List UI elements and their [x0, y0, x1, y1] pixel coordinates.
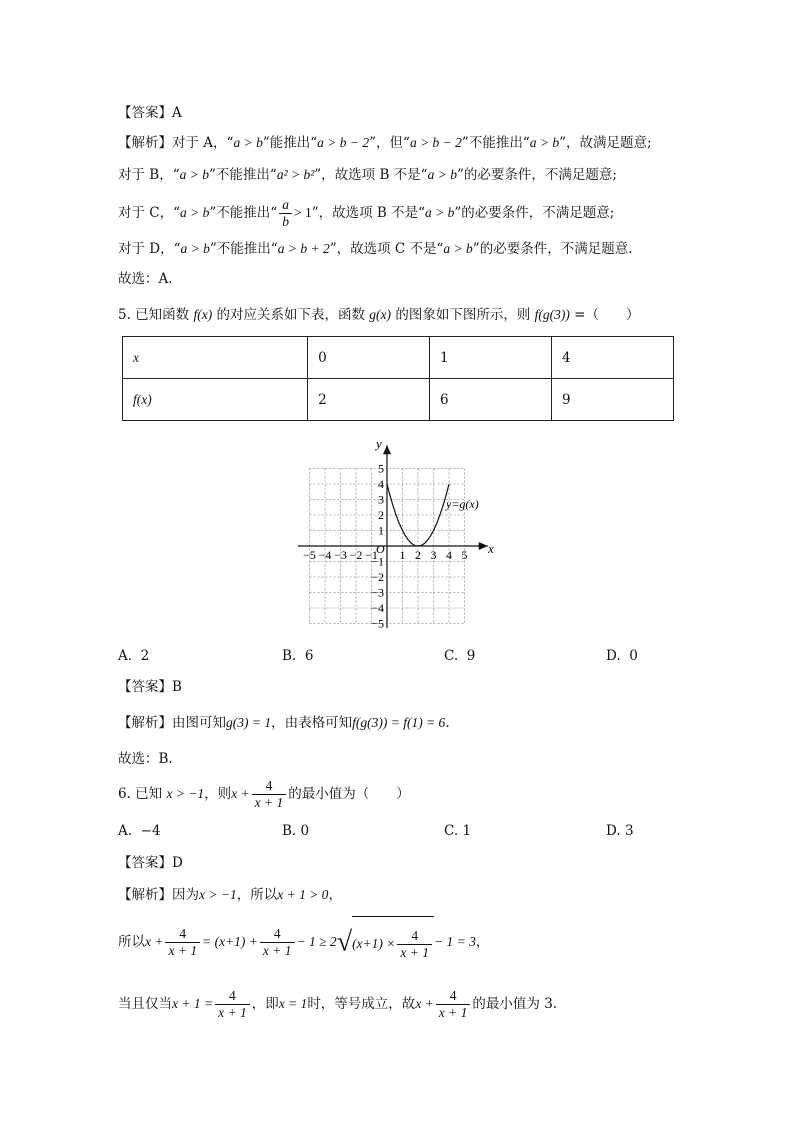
text: ”不能推出“ [461, 135, 530, 151]
axes [298, 445, 488, 628]
q5-option-a[interactable] [118, 647, 149, 665]
text: ”能推出“ [262, 135, 318, 151]
x-tick-label: −1 [365, 548, 378, 562]
option-label: A. [118, 648, 133, 664]
math: (x+1) × [352, 936, 396, 951]
q4-analysis-line3 [118, 196, 614, 230]
text: 由图可知 [172, 715, 226, 731]
text: ， [328, 887, 342, 903]
math: f(x) [193, 307, 213, 322]
option-value: 0 [629, 648, 638, 664]
q6-option-c[interactable] [444, 822, 471, 840]
option-label: D. [606, 648, 621, 664]
text: 对于 C，“ [118, 205, 181, 221]
option-label: B. [282, 648, 297, 664]
text: 的最小值为 3. [472, 996, 558, 1012]
origin-label: O [376, 542, 385, 556]
math: x > −1 [166, 786, 205, 801]
table-cell: x [123, 337, 308, 379]
text: . [445, 715, 450, 731]
q6-analysis-line3 [118, 984, 557, 1024]
text: ”，故选项 B 不是“ [311, 205, 426, 221]
math: a > b [529, 135, 560, 150]
q5-analysis [118, 714, 450, 732]
numerator: a [279, 197, 292, 214]
sqrt-icon: √ [336, 926, 353, 958]
q4-choose: 故选：A. [118, 271, 173, 287]
option-label: D. [606, 823, 621, 839]
y-tick-label: −1 [371, 554, 384, 569]
y-tick-label: 4 [378, 477, 384, 491]
fraction-a-over-b [279, 197, 292, 230]
math: x + 1 > 0 [277, 887, 329, 902]
numerator: 4 [260, 926, 295, 943]
q5-choose: 故选：B. [118, 751, 173, 767]
analysis-label: 【解析】 [118, 887, 172, 903]
math: a > b [180, 241, 210, 256]
text: ，则 [204, 786, 232, 802]
q6-analysis-line2 [118, 916, 489, 969]
y-tick-label: −3 [371, 585, 384, 600]
math: g(x) [369, 307, 392, 322]
option-value: 2 [140, 648, 150, 664]
q5-option-d[interactable] [606, 647, 638, 665]
option-value: −4 [140, 823, 161, 839]
text: 对于 D，“ [118, 241, 181, 257]
y-tick-label: −5 [371, 616, 384, 631]
fraction [260, 926, 295, 959]
answer-label: 【答案】 [118, 855, 172, 871]
math: > 1 [293, 205, 312, 220]
math: − 1 = 3 [434, 934, 476, 949]
option-value: 0 [300, 823, 310, 839]
text: ”不能推出“ [209, 241, 278, 257]
table-cell: 2 [308, 379, 430, 421]
y-tick-label: 5 [378, 461, 384, 476]
fraction-4-over-x1 [252, 778, 287, 811]
q5-option-b[interactable] [282, 647, 313, 665]
math: x + 1 = [172, 996, 214, 1011]
option-value: 1 [462, 823, 472, 839]
math: a > b [443, 241, 473, 256]
x-tick-label: −5 [303, 548, 316, 562]
text: ”的必要条件，不满足题意. [472, 241, 633, 257]
q6-option-a[interactable] [118, 822, 161, 840]
option-value: 6 [304, 648, 314, 664]
option-value: 9 [466, 648, 476, 664]
answer-value: D [172, 855, 183, 871]
text: ”不能推出“ [209, 167, 277, 183]
answer-label: 【答案】 [118, 679, 172, 695]
x-tick-label: −2 [349, 548, 363, 562]
math: a > b [179, 167, 209, 182]
q4-analysis-line4 [118, 240, 633, 258]
math: a > b + 2 [277, 241, 330, 256]
math: − 1 ≥ 2 [296, 934, 337, 949]
q6-stem [118, 776, 410, 812]
text: ”的必要条件，不满足题意; [454, 205, 615, 221]
q6-option-b[interactable] [282, 822, 309, 840]
table-row [123, 379, 674, 421]
text: =（ ） [574, 307, 640, 323]
fraction [397, 928, 432, 961]
math: = (x+1) + [202, 934, 258, 949]
answer-value: A [172, 105, 182, 121]
x-tick-label: −4 [318, 548, 332, 562]
y-tick-label: 1 [378, 523, 384, 538]
answer-value: B [172, 679, 182, 695]
y-tick-label: 2 [378, 508, 384, 522]
numerator: 4 [252, 778, 287, 795]
option-value: 3 [624, 823, 634, 839]
math: a > b [180, 205, 210, 220]
q4-analysis-line1 [118, 134, 652, 152]
denominator: x + 1 [262, 943, 292, 958]
math: a > b − 2 [317, 135, 370, 150]
q5-option-c[interactable] [444, 647, 475, 665]
table-cell: f(x) [123, 379, 308, 421]
numerator: 4 [397, 928, 432, 945]
math: x + [415, 996, 434, 1011]
text: ”，但“ [369, 135, 410, 151]
denominator: x + 1 [438, 1005, 468, 1020]
text: 对于 B，“ [118, 167, 180, 183]
y-tick-label: −4 [371, 601, 384, 615]
table-cell: 0 [308, 337, 430, 379]
math: a > b − 2 [409, 135, 462, 150]
text: ，由表格可知 [271, 715, 353, 731]
math: f(g(3)) = f(1) = 6 [352, 715, 446, 730]
x-tick-label: −3 [334, 548, 347, 562]
text: 5. 已知函数 [118, 307, 190, 323]
math: g(3) = 1 [226, 715, 272, 730]
x-axis-arrow-icon [479, 542, 488, 550]
denominator: x + 1 [168, 943, 198, 958]
table-cell: 1 [430, 337, 552, 379]
y-axis-arrow-icon [383, 445, 391, 454]
text: ，即 [251, 996, 279, 1012]
y-tick-label: 3 [378, 492, 384, 507]
fraction [215, 988, 250, 1021]
option-label: C. [444, 823, 459, 839]
option-label: B. [282, 823, 297, 839]
math: x > −1 [199, 887, 237, 902]
q4-analysis-line2 [118, 166, 617, 184]
text: ”，故选项 C 不是“ [329, 241, 444, 257]
y-tick-label: −2 [371, 570, 384, 584]
math: a > b [233, 135, 263, 150]
math: f(g(3)) [534, 307, 570, 322]
text: 的图象如下图所示，则 [395, 307, 531, 323]
answer-label: 【答案】 [118, 105, 172, 121]
table-cell: 6 [430, 379, 552, 421]
q4-answer [118, 104, 182, 122]
option-label: A. [118, 823, 133, 839]
math: x + [145, 934, 164, 949]
text: ”，故满足题意; [559, 135, 652, 151]
q6-option-d[interactable] [606, 822, 634, 840]
table-cell: 9 [552, 379, 674, 421]
text: ， [475, 934, 490, 950]
text: 因为 [172, 887, 199, 903]
q6-analysis-line1 [118, 886, 342, 904]
analysis-label: 【解析】 [118, 715, 172, 731]
text: ，所以 [236, 887, 278, 903]
denominator: x + 1 [218, 1005, 247, 1020]
math: a > b [425, 205, 455, 220]
axis-x-label: x [488, 541, 494, 556]
fraction [436, 988, 471, 1021]
text: 对于 A，“ [172, 135, 234, 151]
axis-y-label: y [376, 436, 382, 451]
text: 所以 [118, 934, 145, 950]
denominator: x + 1 [254, 795, 284, 810]
x-tick-label: 3 [430, 548, 437, 562]
x-tick-label: 4 [446, 548, 452, 562]
text: 时，等号成立，故 [307, 996, 416, 1012]
text: 6. 已知 [118, 786, 163, 802]
text: 的对应关系如下表，函数 [216, 307, 365, 323]
x-tick-label: 1 [399, 548, 406, 562]
curve-label: y=g(x) [446, 497, 479, 511]
q5-stem [118, 306, 639, 324]
table-row [123, 337, 674, 379]
text: 的最小值为（ ） [288, 786, 410, 802]
text: ”，故选项 B 不是“ [314, 167, 428, 183]
numerator: 4 [165, 926, 200, 943]
fraction [165, 926, 200, 959]
text: ”的必要条件，不满足题意; [456, 167, 617, 183]
math: a² > b² [276, 167, 315, 182]
option-label: C. [444, 648, 459, 664]
q6-answer [118, 854, 183, 872]
math: x + [231, 786, 250, 801]
denominator: b [282, 214, 289, 229]
denominator: x + 1 [400, 945, 429, 960]
numerator: 4 [436, 988, 471, 1005]
numerator: 4 [215, 988, 250, 1005]
table-cell: 4 [552, 337, 674, 379]
q5-answer [118, 678, 182, 696]
function-table [122, 336, 674, 421]
math: a > b [427, 167, 457, 182]
text: 当且仅当 [118, 996, 172, 1012]
x-tick-label: 5 [461, 548, 468, 562]
g-function-graph [290, 432, 510, 632]
analysis-label: 【解析】 [118, 135, 172, 151]
sqrt-radicand [352, 916, 434, 969]
text: ”不能推出“ [209, 205, 278, 221]
x-tick-label: 2 [415, 548, 421, 562]
math: x = 1 [278, 996, 308, 1011]
